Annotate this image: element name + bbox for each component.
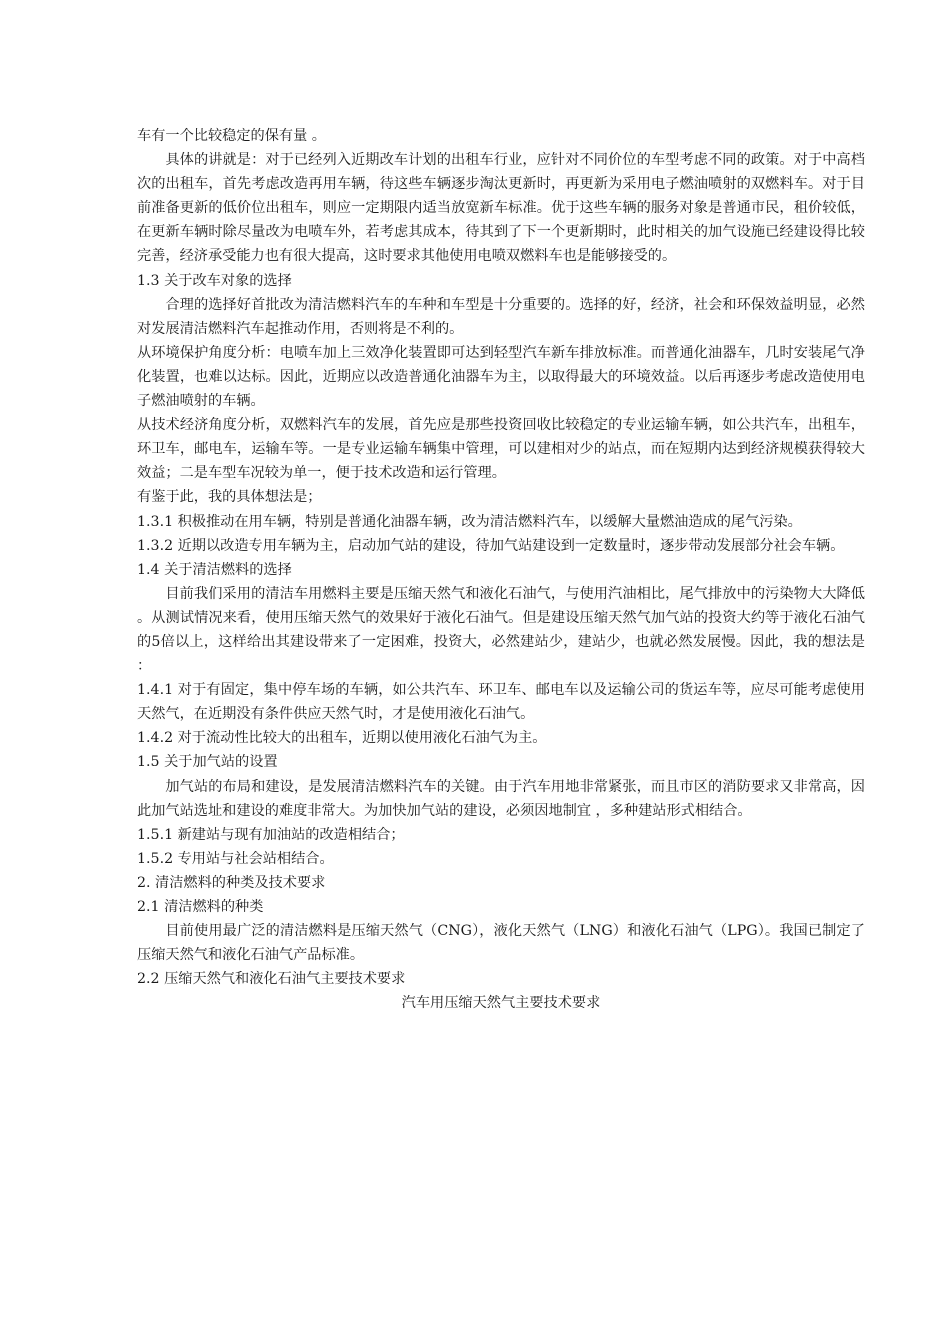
paragraph: 具体的讲就是：对于已经列入近期改车计划的出租车行业，应针对不同价位的车型考虑不同的政策。对于中高档次的出租车，首先考虑改造再用车辆，待这些车辆逐步淘汰更新时，再更新为采用电子燃油喷射的双燃料车。对于目前准备更新的低价位出租车，则应一定期限内适当放宽新车标准。优于这些车辆的服务对象是普通市民，租价较低，在更新车辆时除尽量改为电喷车外，若考虑其成本，待其到了下一个更新期时，此时相关的加气设施已经建设得比较完善，经济承受能力也有很大提高，这时要求其他使用电喷双燃料车也是能够接受的。 bbox=[137, 152, 865, 265]
list-item: 1.5.1 新建站与现有加油站的改造相结合； bbox=[137, 826, 405, 843]
list-item: 1.4.2 对于流动性比较大的出租车，近期以使用液化石油气为主。 bbox=[137, 730, 547, 747]
paragraph: 加气站的布局和建设，是发展清洁燃料汽车的关键。由于汽车用地非常紧张，而且市区的消防要求又非常高，因此加气站选址和建设的难度非常大。为加快加气站的建设，必须因地制宜 ，多种建站形式相结合。 bbox=[137, 778, 865, 819]
paragraph: 目前我们采用的清洁车用燃料主要是压缩天然气和液化石油气，与使用汽油相比，尾气排放中的污染物大大降低。从测试情况来看，使用压缩天然气的效果好于液化石油气。但是建设压缩天然气加气站的投资大约等于液化石油气的5倍以上，这样给出其建设带来了一定困难，投资大，必然建站少，建站少，也就必然发展慢。因此，我的想法是： bbox=[137, 585, 865, 675]
section-heading: 2.1 清洁燃料的种类 bbox=[137, 899, 264, 915]
section-heading: 1.3 关于改车对象的选择 bbox=[137, 272, 292, 289]
section-heading: 2. 清洁燃料的种类及技术要求 bbox=[137, 874, 326, 891]
table-caption: 汽车用压缩天然气主要技术要求 bbox=[401, 995, 601, 1012]
list-item: 1.3.2 近期以改造专用车辆为主，启动加气站的建设，待加气站建设到一定数量时，逐步带动发展部分社会车辆。 bbox=[137, 537, 845, 554]
list-item: 1.5.2 专用站与社会站相结合。 bbox=[137, 850, 334, 867]
paragraph: 从技术经济角度分析，双燃料汽车的发展，首先应是那些投资回收比较稳定的专业运输车辆，如公共汽车，出租车，环卫车，邮电车，运输车等。一是专业运输车辆集中管理，可以建相对少的站点，而在短期内达到经济规模获得较大效益；二是车型车况较为单一，便于技术改造和运行管理。 bbox=[137, 417, 865, 482]
section-heading: 1.5 关于加气站的设置 bbox=[137, 754, 278, 771]
section-heading: 2.2 压缩天然气和液化石油气主要技术要求 bbox=[137, 971, 406, 988]
paragraph: 车有一个比较稳定的保有量 。 bbox=[137, 128, 326, 144]
document-body bbox=[137, 124, 865, 1015]
paragraph: 从环境保护角度分析：电喷车加上三效净化装置即可达到轻型汽车新车排放标准。而普通化油器车，几时安装尾气净化装置，也难以达标。因此，近期应以改造普通化油器车为主，以取得最大的环境效益。以后再逐步考虑改造使用电子燃油喷射的车辆。 bbox=[137, 344, 865, 410]
paragraph: 目前使用最广泛的清洁燃料是压缩天然气（CNG），液化天然气（LNG）和液化石油气（LPG）。我国已制定了压缩天然气和液化石油气产品标准。 bbox=[137, 923, 865, 964]
section-heading: 1.4 关于清洁燃料的选择 bbox=[137, 561, 292, 578]
paragraph: 合理的选择好首批改为清洁燃料汽车的车种和车型是十分重要的。选择的好，经济，社会和环保效益明显，必然对发展清洁燃料汽车起推动作用，否则将是不利的。 bbox=[137, 296, 865, 337]
list-item: 1.3.1 积极推动在用车辆，特别是普通化油器车辆，改为清洁燃料汽车，以缓解大量燃油造成的尾气污染。 bbox=[137, 513, 802, 530]
paragraph: 有鉴于此，我的具体想法是； bbox=[137, 489, 322, 506]
list-item: 1.4.1 对于有固定，集中停车场的车辆，如公共汽车、环卫车、邮电车以及运输公司的货运车等，应尽可能考虑使用天然气，在近期没有条件供应天然气时，才是使用液化石油气。 bbox=[137, 682, 865, 723]
